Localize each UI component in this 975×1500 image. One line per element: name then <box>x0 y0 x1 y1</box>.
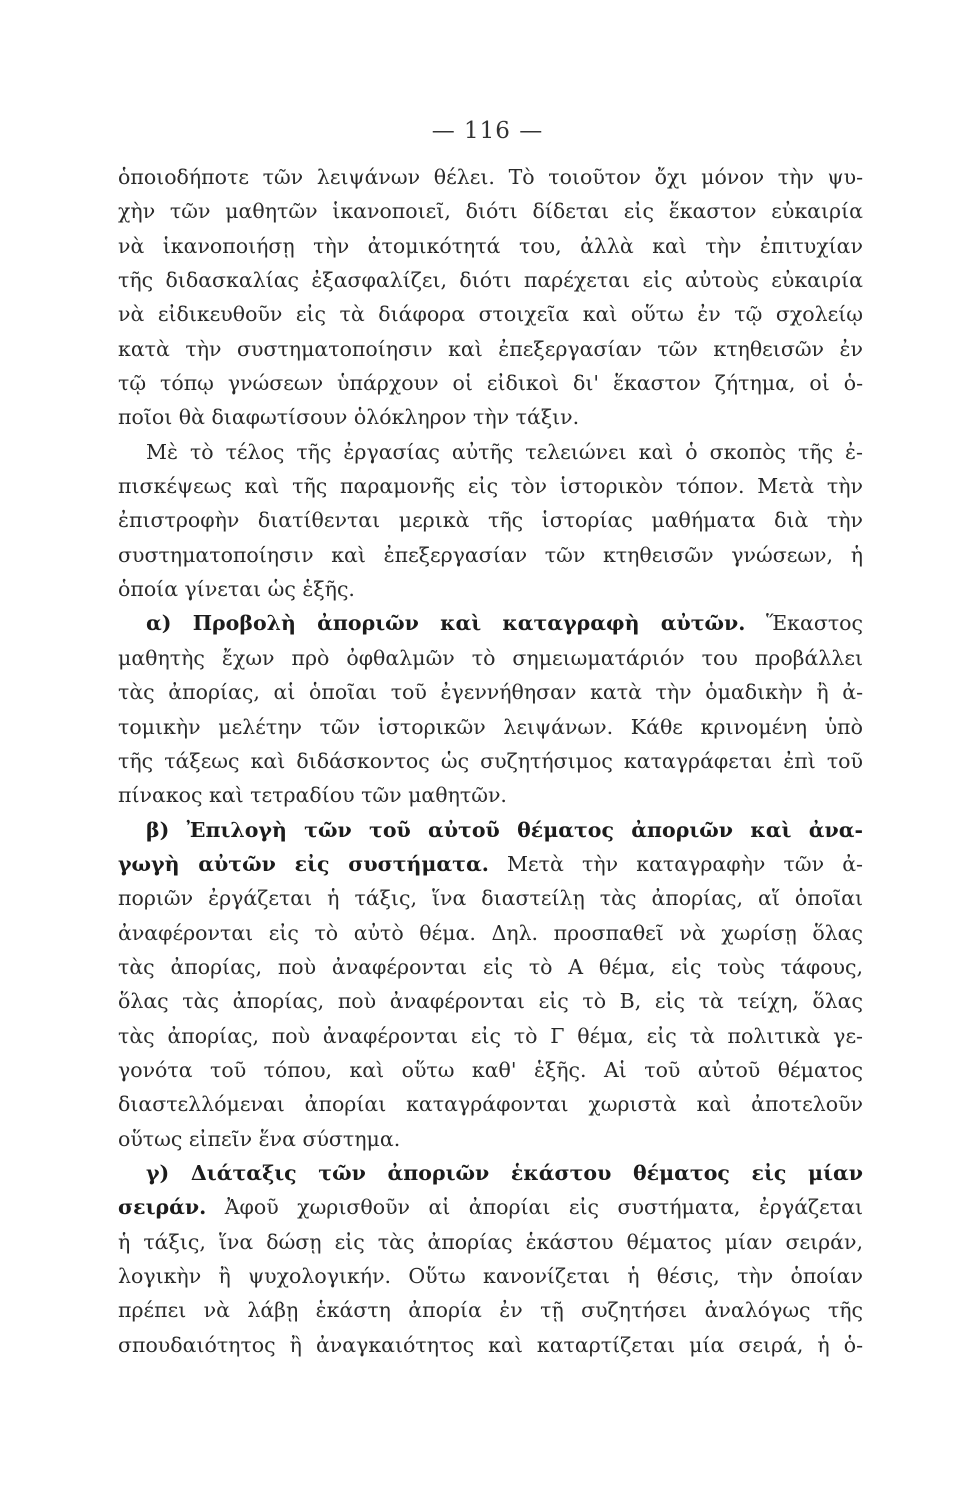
section-heading-a: α) Προβολὴ ἀποριῶν καὶ καταγραφὴ αὐτῶν. Ἕκαστος <box>146 611 863 636</box>
page-number: — 116 — <box>431 118 544 144</box>
text-line: ὁποία γίνεται ὡς ἑξῆς. <box>118 577 355 602</box>
text-line: τὰς ἀπορίας, ποὺ ἀναφέρονται εἰς τὸ Α θέμα, εἰς τοὺς τάφους, <box>118 954 863 979</box>
text-line: τῆς τάξεως καὶ διδάσκοντος ὡς συζητήσιμος καταγράφεται ἐπὶ τοῦ <box>118 748 863 773</box>
text-line: οὕτως εἰπεῖν ἕνα σύστημα. <box>118 1126 401 1151</box>
text-line: τὰς ἀπορίας, αἱ ὁποῖαι τοῦ ἐγεννήθησαν κατὰ τὴν ὁμαδικὴν ἢ ἀ- <box>118 680 863 705</box>
text-line: λογικὴν ἢ ψυχολογικήν. Οὕτω κανονίζεται ἡ θέσις, τὴν ὁποίαν <box>118 1264 863 1288</box>
body-text <box>118 160 863 1362</box>
text-line: σπουδαιότητος ἢ ἀναγκαιότητος καὶ καταρτίζεται μία σειρά, ἡ ὁ- <box>118 1332 863 1357</box>
text-line: μαθητὴς ἔχων πρὸ ὀφθαλμῶν τὸ σημειωματάριόν του προβάλλει <box>118 645 863 670</box>
section-heading-c <box>118 1156 863 1190</box>
text-line: πίνακος καὶ τετραδίου τῶν μαθητῶν. <box>118 783 507 808</box>
text-line: ἀναφέρονται εἰς τὸ αὐτὸ θέμα. Δηλ. προσπαθεῖ νὰ χωρίσῃ ὅλας <box>118 920 863 945</box>
section-title-c: γ) Διάταξις τῶν ἀποριῶν ἑκάστου θέματος εἰς μίαν <box>146 1160 863 1185</box>
section-title-a: α) Προβολὴ ἀποριῶν καὶ καταγραφὴ αὐτῶν. <box>146 611 746 636</box>
text-line: ὅλας τὰς ἀπορίας, ποὺ ἀναφέρονται εἰς τὸ Β, εἰς τὰ τείχη, ὅλας <box>118 989 863 1014</box>
text-line: νὰ ἱκανοποιήσῃ τὴν ἀτομικότητά του, ἀλλὰ καὶ τὴν ἐπιτυχίαν <box>118 233 863 258</box>
text-line: νὰ εἰδικευθοῦν εἰς τὰ διάφορα στοιχεῖα καὶ οὕτω ἐν τῷ σχολείῳ <box>118 302 863 327</box>
text-line: πρέπει νὰ λάβῃ ἑκάστη ἀπορία ἐν τῇ συζητήσει ἀναλόγως τῆς <box>118 1298 863 1323</box>
text-line: Μὲ τὸ τέλος τῆς ἐργασίας αὐτῆς τελειώνει καὶ ὁ σκοπὸς τῆς ἐ- <box>146 439 863 464</box>
text-line: ἡ τάξις, ἵνα δώσῃ εἰς τὰς ἀπορίας ἑκάστου θέματος μίαν σειράν, <box>118 1229 863 1254</box>
text-line: ποῖοι θὰ διαφωτίσουν ὁλόκληρον τὴν τάξιν. <box>118 405 580 430</box>
text-line: γωγὴ αὐτῶν εἰς συστήματα. Μετὰ τὴν καταγραφὴν τῶν ἀ- <box>118 851 863 876</box>
text-line: χὴν τῶν μαθητῶν ἱκανοποιεῖ, διότι δίδεται εἰς ἕκαστον εὐκαιρία <box>118 199 863 224</box>
text-line: συστηματοποίησιν καὶ ἐπεξεργασίαν τῶν κτηθεισῶν γνώσεων, ἡ <box>118 542 863 567</box>
section-heading-b <box>118 813 863 847</box>
text-line: ἐπιστροφὴν διατίθενται μερικὰ τῆς ἱστορίας μαθήματα διὰ τὴν <box>118 508 863 533</box>
text-line: πισκέψεως καὶ τῆς παραμονῆς εἰς τὸν ἱστορικὸν τόπον. Μετὰ τὴν <box>118 474 863 499</box>
text-line: κατὰ τὴν συστηματοποίησιν καὶ ἐπεξεργασίαν τῶν κτηθεισῶν ἐν <box>118 336 863 361</box>
text-line: διαστελλόμεναι ἀπορίαι καταγράφονται χωριστὰ καὶ ἀποτελοῦν <box>118 1092 863 1117</box>
text-line: τὰς ἀπορίας, ποὺ ἀναφέρονται εἰς τὸ Γ θέμα, εἰς τὰ πολιτικὰ γε- <box>118 1023 863 1048</box>
text-line: ὁποιοδήποτε τῶν λειψάνων θέλει. Τὸ τοιοῦτον ὄχι μόνον τὴν ψυ- <box>118 165 863 189</box>
text-line: σειράν. Ἀφοῦ χωρισθοῦν αἱ ἀπορίαι εἰς συστήματα, ἐργάζεται <box>118 1195 863 1220</box>
text-line: τῆς διδασκαλίας ἐξασφαλίζει, διότι παρέχεται εἰς αὐτοὺς εὐκαιρία <box>118 268 863 293</box>
text-line: γονότα τοῦ τόπου, καὶ οὕτω καθ' ἑξῆς. Αἱ τοῦ αὐτοῦ θέματος <box>118 1057 863 1082</box>
text-line: τομικὴν μελέτην τῶν ἱστορικῶν λειψάνων. Κάθε κρινομένη ὑπὸ <box>118 714 863 739</box>
section-title-b: β) Ἐπιλογὴ τῶν τοῦ αὐτοῦ θέματος ἀποριῶν καὶ ἀνα- <box>146 817 863 842</box>
text-line: τῷ τόπῳ γνώσεων ὑπάρχουν οἱ εἰδικοὶ δι' ἕκαστον ζήτημα, οἱ ὁ- <box>118 371 863 396</box>
text-line: ποριῶν ἐργάζεται ἡ τάξις, ἵνα διαστείλῃ τὰς ἀπορίας, αἵ ὁποῖαι <box>118 886 863 911</box>
